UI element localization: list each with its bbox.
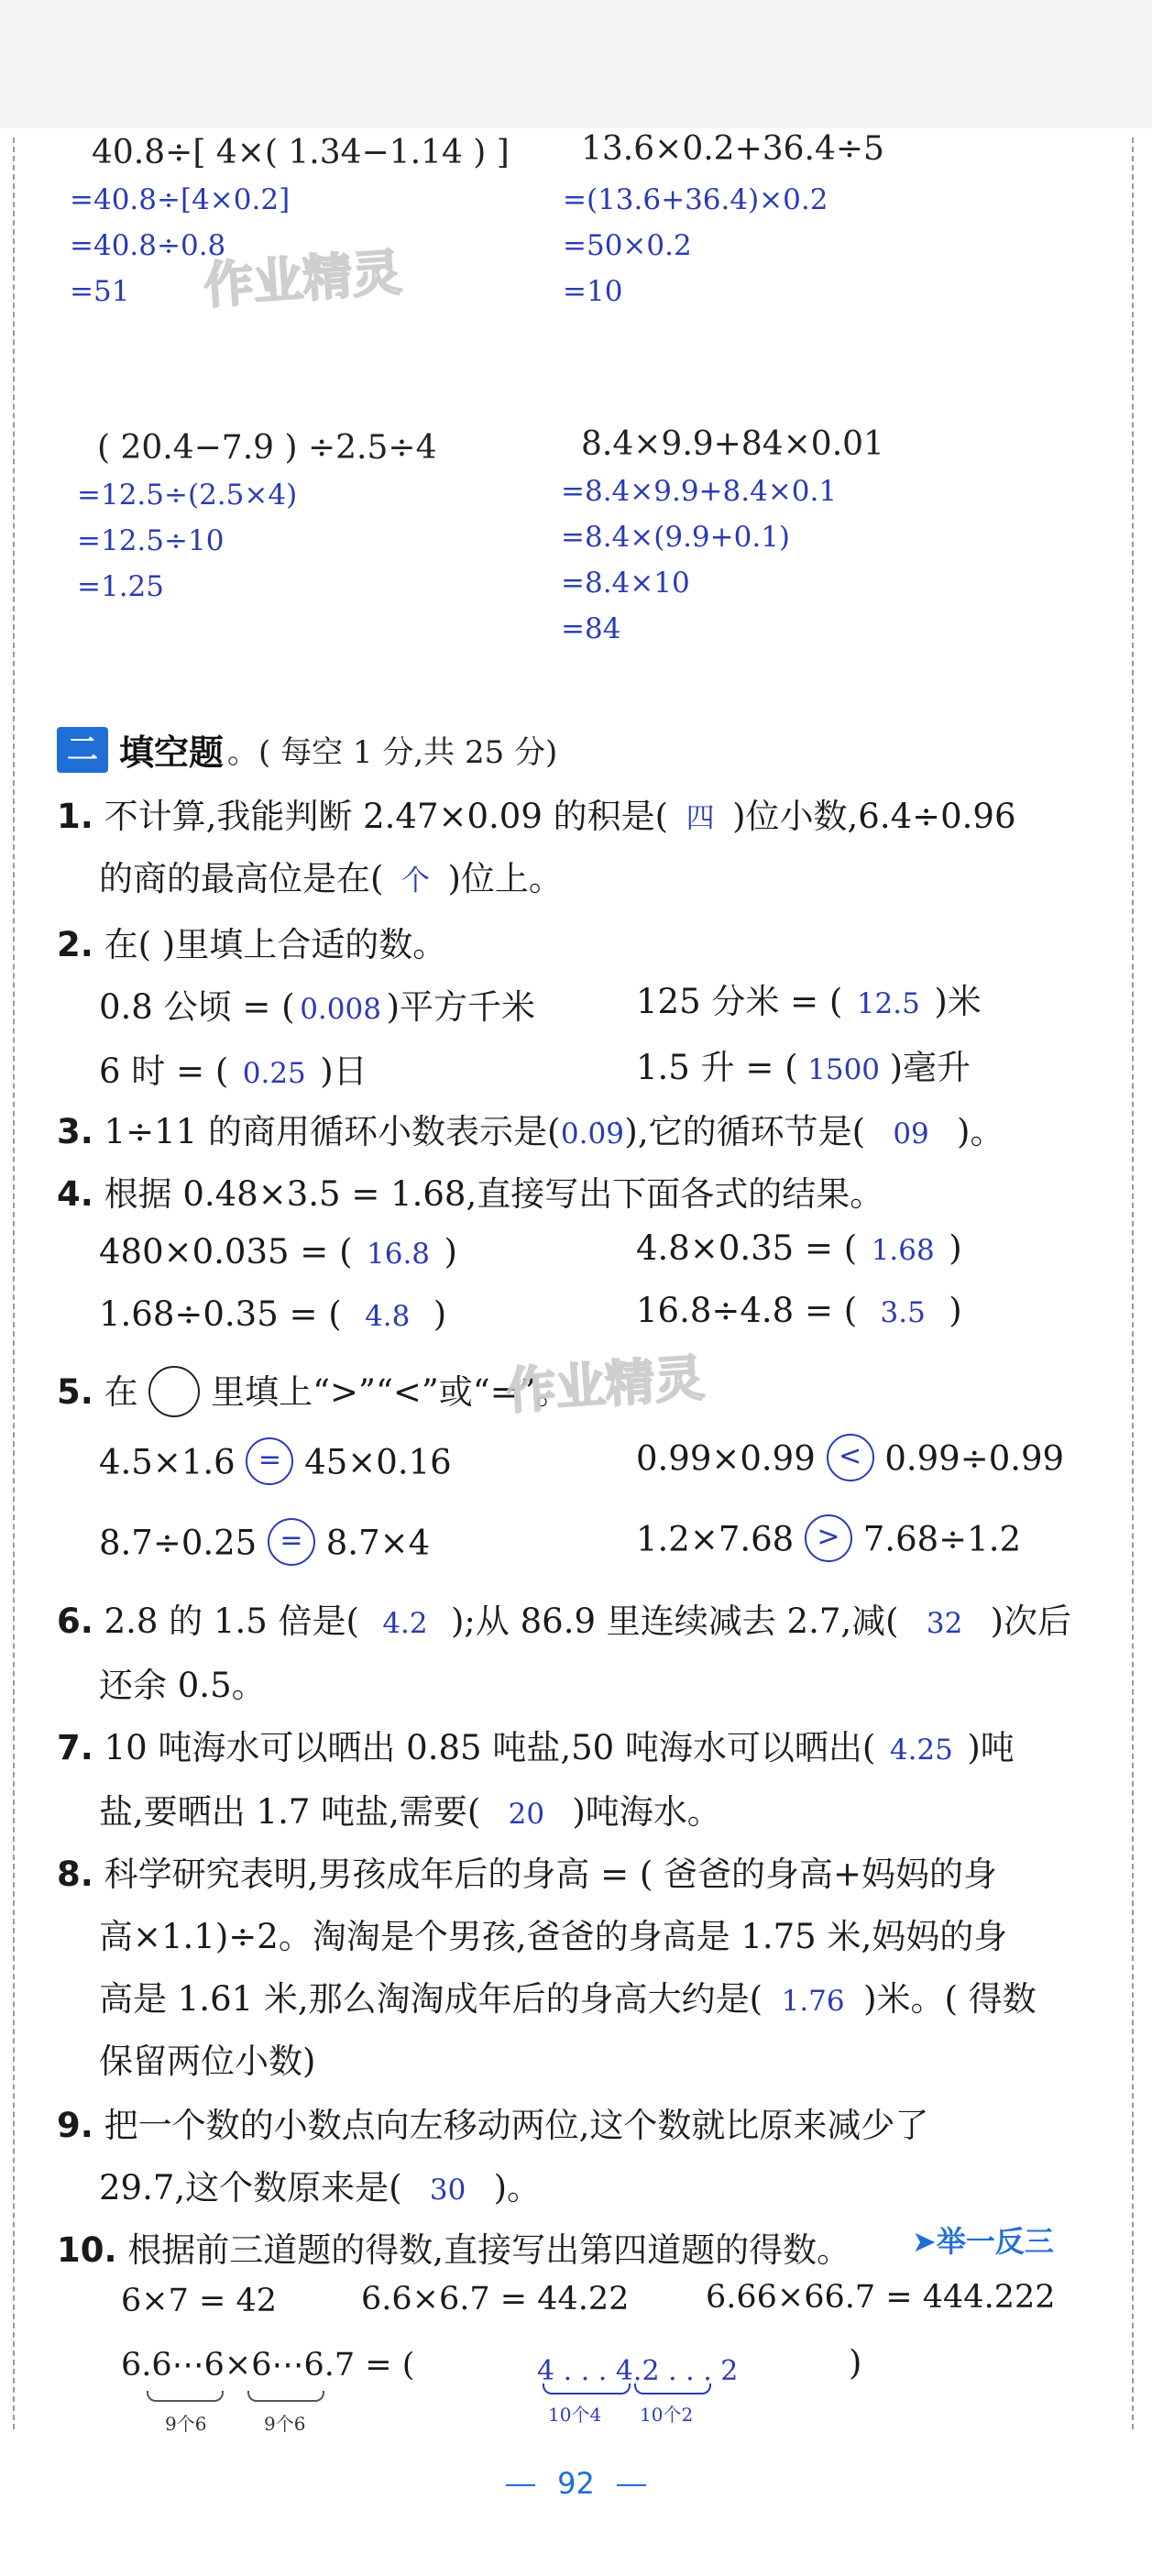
q5-item-3-answer: = [268,1518,315,1566]
q6-text-b: );从 86.9 里连续减去 2.7,减( [450,1602,899,1641]
q10-number: 10. [57,2230,117,2270]
q3-answer-1: 0.0̇9̇ [560,1117,624,1150]
q1-line-2 [99,851,563,900]
calc-1-step-3: =51 [70,275,130,308]
page-number: 92 [557,2466,595,2501]
q5-number: 5. [57,1372,93,1412]
calc-3-step-1: =12.5÷(2.5×4) [77,479,298,512]
q9-text-b: 29.7,这个数原来是( [99,2168,402,2207]
brace-icon [634,2383,711,2394]
q8-text-e: 保留两位小数) [99,2042,316,2081]
calc-2-step-1: =(13.6+36.4)×0.2 [563,183,828,216]
q1-text-b: )位小数,6.4÷0.96 [732,797,1016,836]
q6-line-1 [57,1593,1071,1643]
q7-line-1 [57,1720,1015,1769]
brace-icon [247,2391,324,2402]
footer-dash-left [506,2484,535,2486]
calc-3-expression: ( 20.4−7.9 ) ÷2.5÷4 [97,429,437,467]
q3-text-c: )。 [957,1112,1004,1151]
q8-number: 8. [57,1855,93,1894]
q10-example-2: 6.6×6.7 = 44.22 [361,2281,630,2317]
q4-item-2-prefix: 4.8×0.35 = ( [636,1228,858,1268]
q3-number: 3. [57,1112,93,1151]
q2-item-1 [99,979,535,1029]
q4-line-1 [57,1166,883,1216]
brace-label-4: 10个2 [640,2404,694,2426]
q5-text-b: 里填上“>”“<”或“=”。 [211,1372,570,1412]
q10-answer-value: 4 . . . 4.2 . . . 2 [537,2355,739,2387]
q4-item-1-prefix: 480×0.035 = ( [99,1232,353,1271]
empty-circle-icon [148,1366,200,1417]
q3-text-b: ),它的循环节是( [624,1112,866,1151]
q4-item-4-prefix: 16.8÷4.8 = ( [636,1291,858,1330]
q5-item-2-right: 0.99÷0.99 [884,1438,1065,1479]
q2-item-1-suffix: )平方千米 [386,987,536,1027]
q9-text-c: )。 [493,2168,542,2207]
q2-item-2-answer: 12.5 [856,987,920,1020]
q6-text-c: )次后 [990,1602,1072,1641]
section-title: 填空题 [119,732,225,773]
top-margin [0,0,1152,128]
q4-text: 根据 0.48×3.5 = 1.68,直接写出下面各式的结果。 [104,1174,884,1214]
calc-3 [77,429,437,610]
q2-item-3-answer: 0.25 [242,1057,306,1090]
q9-line-1 [57,2097,928,2147]
q7-number: 7. [57,1728,93,1767]
q2-item-3-suffix: )日 [320,1051,368,1091]
q5-item-3-left: 8.7÷0.25 [99,1523,258,1563]
q10-example-3: 6.66×66.7 = 444.222 [706,2279,1056,2316]
q5-line-1 [57,1364,570,1421]
q3-line [57,1104,1004,1153]
page-footer [0,2466,1152,2501]
q5-item-2-answer: < [827,1434,874,1481]
q1-answer-2: 个 [400,864,430,897]
calc-3-step-2: =12.5÷10 [77,524,225,557]
q2-item-2-prefix: 125 分米 = ( [636,982,843,1021]
calc-1-expression: 40.8÷[ 4×( 1.34−1.14 ) ] [92,134,510,171]
watermark: 作业精灵 [504,1349,707,1421]
q6-answer-2: 32 [926,1607,963,1640]
q2-item-4-answer: 1500 [807,1053,881,1086]
calc-3-step-3: =1.25 [77,570,164,603]
q2-text: 在( )里填上合适的数。 [104,925,447,964]
q5-item-1-left: 4.5×1.6 [99,1442,236,1482]
q7-line-2 [99,1784,721,1833]
calc-4-step-1: =8.4×9.9+8.4×0.1 [561,475,838,508]
section-badge: 二 [57,727,108,773]
brace-label-3: 10个4 [548,2404,602,2426]
q2-item-2 [636,974,982,1023]
q4-item-3 [99,1294,446,1334]
q5-item-1-answer: = [246,1437,293,1485]
calc-2-expression: 13.6×0.2+36.4÷5 [581,130,884,168]
q6-text-a: 2.8 的 1.5 倍是( [104,1602,359,1641]
footer-dash-right [617,2484,646,2486]
q4-item-1 [99,1232,457,1271]
q10-example-1: 6×7 = 42 [121,2283,277,2319]
q4-item-1-answer: 16.8 [367,1238,431,1271]
q8-line-4 [99,2033,315,2083]
q5-item-2 [636,1437,1064,1485]
q4-item-1-close: ) [444,1232,457,1271]
calc-4-expression: 8.4×9.9+84×0.01 [581,425,884,463]
q1-text-c: 的商的最高位是在( [99,859,384,898]
q5-item-1-right: 45×0.16 [304,1442,452,1482]
q5-item-2-left: 0.99×0.99 [636,1438,816,1479]
calc-4-step-3: =8.4×10 [561,567,690,600]
q2-item-4-prefix: 1.5 升 = ( [636,1048,798,1087]
q5-text-a: 在 [104,1372,138,1412]
q2-item-1-prefix: 0.8 公顷 = ( [99,987,295,1027]
q5-item-4-left: 1.2×7.68 [636,1519,795,1559]
q4-number: 4. [57,1174,93,1214]
q7-answer-1: 4.25 [889,1734,953,1767]
q7-text-b: )吨 [967,1728,1015,1767]
q9-number: 9. [57,2106,93,2145]
left-cut-line [13,138,15,2429]
q10-question: 6.6⋯6×6⋯6.7 = ( [121,2347,415,2383]
q9-text-a: 把一个数的小数点向左移动两位,这个数就比原来减少了 [104,2106,929,2145]
q4-item-2-answer: 1.68 [871,1234,935,1267]
q3-text-a: 1÷11 的商用循环小数表示是( [104,1112,561,1151]
brace-icon [543,2383,631,2394]
q7-text-d: )吨海水。 [572,1792,721,1832]
q4-item-4-close: ) [949,1291,962,1330]
extend-practice-link[interactable]: ➤举一反三 [912,2224,1054,2259]
calc-2-step-2: =50×0.2 [563,229,692,262]
q2-item-4 [636,1040,971,1089]
q8-text-d: )米。( 得数 [863,1979,1037,2019]
q6-answer-1: 4.2 [382,1607,428,1640]
q4-item-3-prefix: 1.68÷0.35 = ( [99,1294,342,1334]
q4-item-4 [636,1291,962,1330]
right-cut-line [1132,138,1134,2429]
watermark: 作业精灵 [202,243,404,315]
q10-text: 根据前三道题的得数,直接写出第四道题的得数。 [127,2230,851,2270]
q1-answer-1: 四 [686,802,715,835]
q4-item-3-answer: 4.8 [365,1300,411,1333]
q2-item-1-answer: 0.008 [300,993,381,1026]
q4-item-3-close: ) [433,1294,447,1334]
section-note: 。( 每空 1 分,共 25 分) [227,734,558,771]
calc-1-step-2: =40.8÷0.8 [70,229,226,262]
q8-text-c: 高是 1.61 米,那么淘淘成年后的身高大约是( [99,1979,763,2019]
section-heading [57,724,557,775]
q1-line-1 [57,788,1016,838]
q2-item-4-suffix: )毫升 [889,1048,971,1087]
q4-item-2 [636,1228,962,1268]
q8-text-b: 高×1.1)÷2。淘淘是个男孩,爸爸的身高是 1.75 米,妈妈的身 [99,1917,1008,1956]
q10-line-1 [57,2222,850,2272]
q2-number: 2. [57,925,93,964]
q8-line-3 [99,1971,1037,2020]
q8-answer: 1.76 [781,1985,845,2018]
q5-item-4-answer: > [805,1514,852,1562]
q10-answer [537,2349,738,2388]
q9-answer: 30 [429,2174,466,2207]
brace-icon [147,2391,224,2402]
q6-number: 6. [57,1602,93,1641]
brace-label-1: 9个6 [165,2413,207,2435]
q8-line-1 [57,1846,997,1896]
q10-close-paren: ) [849,2343,862,2383]
q5-item-3-right: 8.7×4 [325,1523,431,1563]
q4-item-2-close: ) [949,1228,962,1268]
q5-item-4 [636,1518,1021,1566]
q6-text-d: 还余 0.5。 [99,1666,266,1705]
q2-item-3 [99,1043,368,1093]
q5-item-4-right: 7.68÷1.2 [862,1519,1021,1559]
q5-item-1 [99,1441,452,1489]
calc-2-step-3: =10 [563,275,623,308]
calc-4-step-4: =84 [561,612,621,645]
q2-line-1 [57,917,446,966]
q1-text-a: 不计算,我能判断 2.47×0.09 的积是( [104,797,669,836]
q7-text-a: 10 吨海水可以晒出 0.85 吨盐,50 吨海水可以晒出( [104,1728,876,1767]
q8-line-2 [99,1909,1007,1958]
q7-text-c: 盐,要晒出 1.7 吨盐,需要( [99,1792,481,1832]
q3-answer-2: 09 [893,1117,929,1150]
calc-1-step-1: =40.8÷[4×0.2] [70,183,291,216]
q2-item-2-suffix: )米 [934,982,982,1021]
q8-text-a: 科学研究表明,男孩成年后的身高 = ( 爸爸的身高+妈妈的身 [104,1855,998,1894]
q4-item-4-answer: 3.5 [880,1296,926,1329]
brace-label-2: 9个6 [264,2413,306,2435]
calc-4-step-2: =8.4×(9.9+0.1) [561,521,791,554]
q1-text-d: )位上。 [447,859,563,898]
calc-2 [563,130,884,314]
q1-number: 1. [57,797,93,836]
q7-answer-2: 20 [508,1798,545,1831]
q6-line-2 [99,1657,266,1707]
q9-line-2 [99,2160,541,2209]
q5-item-3 [99,1522,430,1569]
q2-item-3-prefix: 6 时 = ( [99,1051,229,1091]
calc-4 [561,425,884,652]
